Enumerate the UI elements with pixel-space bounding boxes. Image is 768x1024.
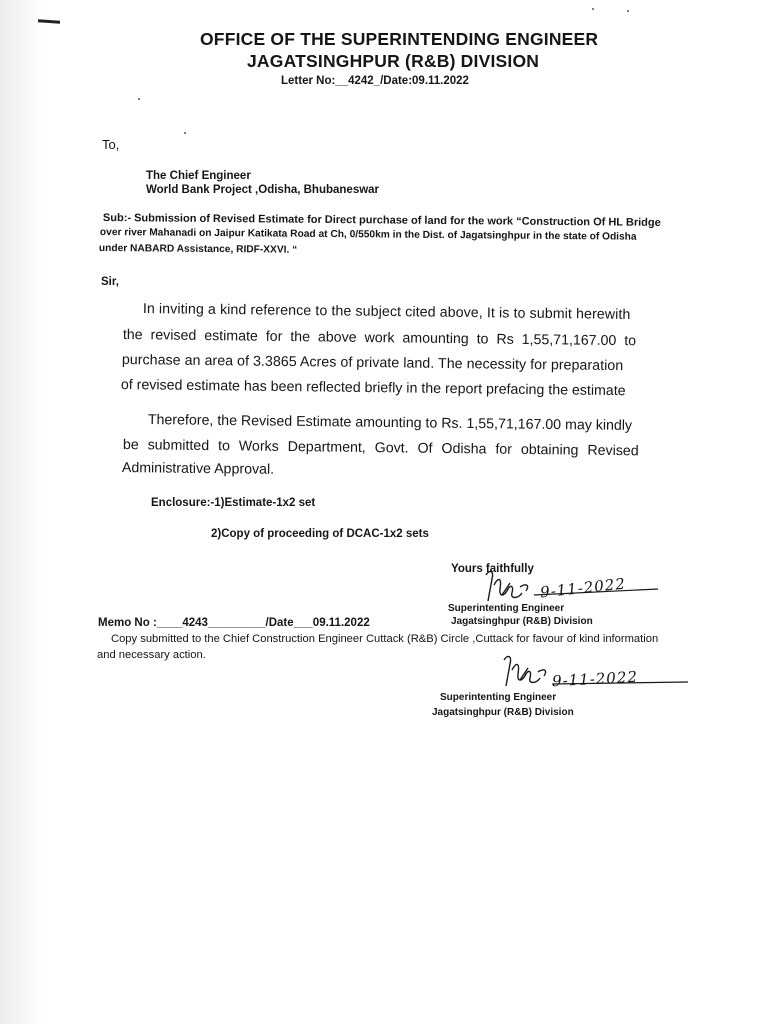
subject-line-1: Sub:- Submission of Revised Estimate for Direct purchase of land for the work “Construction Of HL Bridge bbox=[102, 212, 661, 229]
signature-1-date: 9-11-2022 bbox=[539, 574, 627, 602]
scan-speck bbox=[184, 132, 186, 134]
subject-line-3: under NABARD Assistance, RIDF-XXVI. “ bbox=[98, 243, 298, 256]
body-para1-line3: purchase an area of 3.3865 Acres of private land. The necessity for preparation bbox=[121, 352, 624, 375]
signatory-office-2: Jagatsinghpur (R&B) Division bbox=[432, 707, 574, 718]
body-para2-line1: Therefore, the Revised Estimate amounting to Rs. 1,55,71,167.00 may kindly bbox=[147, 412, 633, 434]
body-para2-line2: be submitted to Works Department, Govt. Of Odisha for obtaining Revised bbox=[122, 437, 639, 460]
division-heading: JAGATSINGHPUR (R&B) DIVISION bbox=[247, 51, 540, 71]
signatory-title-2: Superintenting Engineer bbox=[440, 692, 557, 703]
memo-copy-line-2: and necessary action. bbox=[97, 649, 206, 661]
memo-copy-line-1: Copy submitted to the Chief Construction Engineer Cuttack (R&B) Circle ,Cuttack for favour of kind information bbox=[111, 633, 659, 645]
signatory-office-1: Jagatsinghpur (R&B) Division bbox=[451, 616, 593, 627]
body-para2-line3: Administrative Approval. bbox=[121, 460, 275, 478]
office-heading: OFFICE OF THE SUPERINTENDING ENGINEER bbox=[200, 29, 599, 49]
salutation: Sir, bbox=[101, 276, 119, 288]
letter-number: Letter No:__4242_/Date:09.11.2022 bbox=[281, 75, 469, 87]
memo-number: Memo No :____4243_________/Date___09.11.2022 bbox=[98, 617, 370, 629]
yours-faithfully: Yours faithfully bbox=[451, 563, 534, 575]
enclosure-item-1: Enclosure:-1)Estimate-1x2 set bbox=[151, 497, 316, 509]
signatory-title-1: Superintenting Engineer bbox=[448, 603, 565, 614]
subject-line-2: over river Mahanadi on Jaipur Katikata Road at Ch, 0/550km in the Dist. of Jagatsinghpur in the state of Odisha bbox=[99, 227, 637, 243]
scan-speck bbox=[592, 8, 594, 10]
body-para1-line1: In inviting a kind reference to the subject cited above, It is to submit herewith bbox=[142, 301, 631, 323]
scan-speck bbox=[627, 10, 629, 12]
body-para1-line2: the revised estimate for the above work amounting to Rs 1,55,71,167.00 to bbox=[122, 327, 637, 350]
enclosure-item-2: 2)Copy of proceeding of DCAC-1x2 sets bbox=[211, 528, 429, 540]
recipient-title: The Chief Engineer bbox=[146, 170, 251, 182]
recipient-org: World Bank Project ,Odisha, Bhubaneswar bbox=[146, 184, 380, 196]
signature-2-date: 9-11-2022 bbox=[551, 667, 639, 691]
body-para1-line4: of revised estimate has been reflected briefly in the report prefacing the estimate bbox=[120, 377, 626, 400]
to-label: To, bbox=[102, 137, 120, 152]
scan-speck bbox=[138, 98, 140, 100]
scan-left-edge-shadow bbox=[0, 0, 44, 1024]
